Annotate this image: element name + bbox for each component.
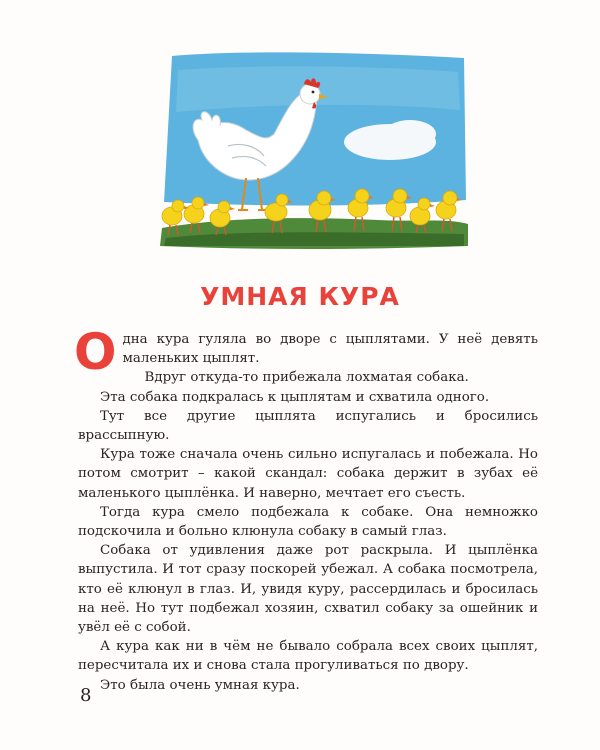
illustration-svg: [158, 50, 470, 250]
cloud-puff: [384, 120, 436, 148]
story-paragraph: Собака от удивления даже рот раскрыла. И цыплёнка выпустила. И тот сразу поскорей убежал. А собака посмотрела, кто её клюнул в глаз. И, увидя куру, рассердилась и бросилась на неё. Но тут подбежал хозяин, схватил собаку за ошейник и увёл её с собой.: [78, 543, 538, 636]
page-number: 8: [80, 685, 92, 706]
paragraph-text: дна кура гуляла во дворе с цыплятами. У неё девять маленьких цыплят.: [122, 332, 538, 367]
story-paragraph: Тут все другие цыплята испугались и бросились врассыпную.: [78, 408, 538, 444]
story-title: УМНАЯ КУРА: [200, 282, 400, 311]
drop-cap: О: [74, 323, 117, 381]
story-paragraph: Вдруг откуда-то прибежала лохматая собака.: [144, 370, 469, 386]
story-paragraph: А кура как ни в чём не бывало собрала всех своих цыплят, пересчитала их и снова стала прогуливаться по двору.: [78, 639, 538, 674]
story-paragraph: Эта собака подкралась к цыплятам и схватила одного.: [100, 389, 490, 405]
story-paragraph: Это была очень умная кура.: [100, 677, 300, 693]
chick: [162, 200, 184, 225]
story-paragraph: Кура тоже сначала очень сильно испугалась и побежала. Но потом смотрит – какой скандал: собака держит в зубах её маленького цыплёнка. И наверно, мечтает его съесть.: [78, 447, 538, 501]
story-text: [74, 323, 538, 695]
chick: [210, 201, 230, 227]
story-paragraph: Тогда кура смело подбежала к собаке. Она немножко подскочила и больно клюнула собаку в самый глаз.: [78, 504, 538, 540]
hen-with-chicks-illustration: [158, 50, 470, 250]
hen-eye: [312, 91, 315, 94]
